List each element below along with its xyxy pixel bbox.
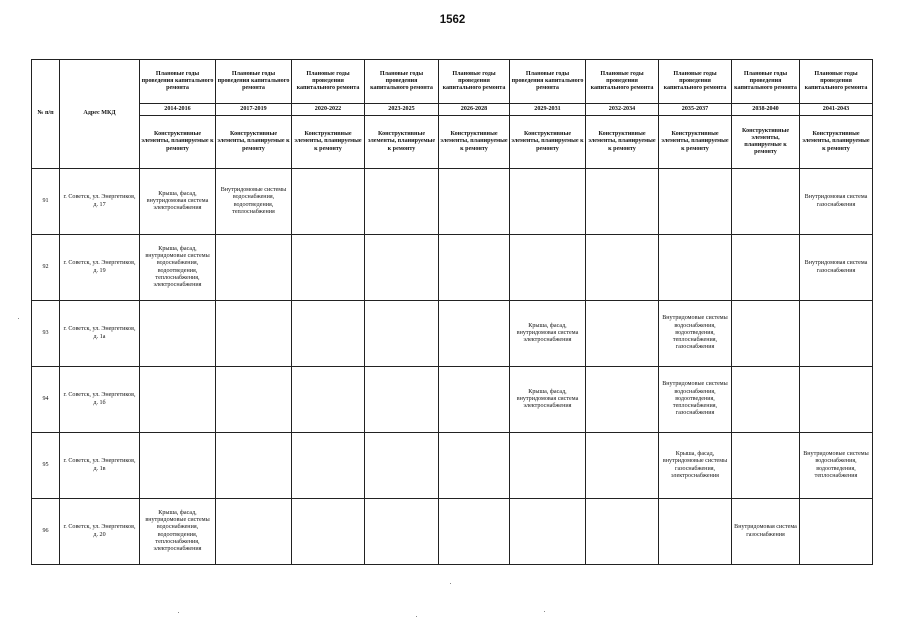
repair-cell bbox=[140, 367, 216, 433]
repair-cell bbox=[510, 235, 586, 301]
row-number: 95 bbox=[32, 433, 60, 499]
scan-speck bbox=[544, 611, 545, 612]
repair-cell bbox=[800, 499, 873, 565]
row-number: 94 bbox=[32, 367, 60, 433]
period-years: 2026-2028 bbox=[439, 104, 510, 116]
table-row bbox=[32, 367, 873, 433]
period-years: 2023-2025 bbox=[365, 104, 439, 116]
repair-cell bbox=[365, 301, 439, 367]
repair-cell bbox=[216, 301, 292, 367]
address-header: Адрес МКД bbox=[60, 60, 140, 169]
repair-cell: Внутридомовые системы водоснабжения, водоотведения, теплоснабжения bbox=[216, 169, 292, 235]
repair-cell: Внутридомовые системы водоснабжения, водоотведения, теплоснабжения, газоснабжения bbox=[659, 367, 732, 433]
period-elements: Конструктивные элементы, планируемые к ремонту bbox=[216, 116, 292, 169]
repair-cell bbox=[216, 235, 292, 301]
repair-cell: Внутридомовые системы водоснабжения, водоотведения, теплоснабжения bbox=[800, 433, 873, 499]
repair-cell bbox=[365, 367, 439, 433]
repair-cell bbox=[510, 169, 586, 235]
repair-cell bbox=[292, 169, 365, 235]
period-title: Плановые годы проведения капитального ремонта bbox=[510, 60, 586, 104]
repair-cell bbox=[586, 169, 659, 235]
repair-cell bbox=[292, 499, 365, 565]
period-title: Плановые годы проведения капитального ремонта bbox=[216, 60, 292, 104]
repair-cell bbox=[659, 169, 732, 235]
repair-cell: Внутридомовые системы водоснабжения, водоотведения, теплоснабжения, газоснабжения bbox=[659, 301, 732, 367]
row-address: г. Советск, ул. Энергетиков, д. 20 bbox=[60, 499, 140, 565]
row-address: г. Советск, ул. Энергетиков, д. 1а bbox=[60, 301, 140, 367]
page-number: 1562 bbox=[439, 14, 466, 26]
scan-speck bbox=[450, 583, 451, 584]
repair-cell bbox=[292, 367, 365, 433]
row-number: 91 bbox=[32, 169, 60, 235]
repair-cell bbox=[216, 499, 292, 565]
header-elements-row bbox=[32, 116, 873, 169]
period-years: 2017-2019 bbox=[216, 104, 292, 116]
repair-cell bbox=[439, 235, 510, 301]
table-row bbox=[32, 169, 873, 235]
table-row bbox=[32, 499, 873, 565]
period-title: Плановые годы проведения капитального ремонта bbox=[800, 60, 873, 104]
period-years: 2020-2022 bbox=[292, 104, 365, 116]
repair-cell bbox=[586, 499, 659, 565]
repair-cell bbox=[140, 301, 216, 367]
repair-cell bbox=[439, 301, 510, 367]
period-years: 2014-2016 bbox=[140, 104, 216, 116]
repair-cell: Крыша, фасад, внутридомовые системы водоснабжения, водоотведения, теплоснабжения, электроснабжения bbox=[140, 235, 216, 301]
period-years: 2029-2031 bbox=[510, 104, 586, 116]
repair-cell bbox=[586, 433, 659, 499]
repair-cell bbox=[140, 433, 216, 499]
period-elements: Конструктивные элементы, планируемые к ремонту bbox=[140, 116, 216, 169]
period-elements: Конструктивные элементы, планируемые к ремонту bbox=[439, 116, 510, 169]
repair-cell bbox=[216, 433, 292, 499]
header-years-row bbox=[32, 104, 873, 116]
repair-cell bbox=[365, 433, 439, 499]
repair-cell bbox=[216, 367, 292, 433]
repair-cell: Крыша, фасад, внутридомовая система электроснабжения bbox=[510, 367, 586, 433]
repair-cell: Внутридомовая система газоснабжения bbox=[732, 499, 800, 565]
repair-cell bbox=[365, 169, 439, 235]
period-elements: Конструктивные элементы, планируемые к ремонту bbox=[510, 116, 586, 169]
repair-cell bbox=[292, 301, 365, 367]
repair-cell bbox=[800, 301, 873, 367]
period-elements: Конструктивные элементы, планируемые к ремонту bbox=[732, 116, 800, 169]
scan-speck bbox=[178, 612, 179, 613]
repair-cell bbox=[732, 169, 800, 235]
repair-cell: Внутридомовая система газоснабжения bbox=[800, 235, 873, 301]
repair-cell bbox=[510, 433, 586, 499]
repair-cell bbox=[365, 235, 439, 301]
period-elements: Конструктивные элементы, планируемые к ремонту bbox=[365, 116, 439, 169]
period-elements: Конструктивные элементы, планируемые к ремонту bbox=[586, 116, 659, 169]
repair-cell bbox=[292, 433, 365, 499]
repair-cell bbox=[800, 367, 873, 433]
repair-cell bbox=[586, 301, 659, 367]
scan-speck bbox=[18, 318, 19, 319]
repair-cell bbox=[439, 433, 510, 499]
period-years: 2041-2043 bbox=[800, 104, 873, 116]
period-years: 2038-2040 bbox=[732, 104, 800, 116]
repair-cell: Крыша, фасад, внутридомовая система электроснабжения bbox=[140, 169, 216, 235]
period-title: Плановые годы проведения капитального ремонта bbox=[439, 60, 510, 104]
period-title: Плановые годы проведения капитального ремонта bbox=[659, 60, 732, 104]
table-row bbox=[32, 433, 873, 499]
repair-cell bbox=[732, 301, 800, 367]
repair-cell: Крыша, фасад, внутридомовые системы газоснабжения, электроснабжения bbox=[659, 433, 732, 499]
row-address: г. Советск, ул. Энергетиков, д. 17 bbox=[60, 169, 140, 235]
repair-cell bbox=[365, 499, 439, 565]
repair-cell bbox=[732, 367, 800, 433]
repair-cell bbox=[510, 499, 586, 565]
row-number: 96 bbox=[32, 499, 60, 565]
period-elements: Конструктивные элементы, планируемые к ремонту bbox=[800, 116, 873, 169]
period-years: 2032-2034 bbox=[586, 104, 659, 116]
table-row bbox=[32, 301, 873, 367]
table-row bbox=[32, 235, 873, 301]
row-address: г. Советск, ул. Энергетиков, д. 19 bbox=[60, 235, 140, 301]
repair-cell bbox=[586, 235, 659, 301]
row-number: 93 bbox=[32, 301, 60, 367]
repair-cell bbox=[732, 433, 800, 499]
period-elements: Конструктивные элементы, планируемые к ремонту bbox=[659, 116, 732, 169]
repair-cell bbox=[439, 367, 510, 433]
row-number: 92 bbox=[32, 235, 60, 301]
period-title: Плановые годы проведения капитального ремонта bbox=[732, 60, 800, 104]
repair-cell: Внутридомовая система газоснабжения bbox=[800, 169, 873, 235]
period-elements: Конструктивные элементы, планируемые к ремонту bbox=[292, 116, 365, 169]
repair-cell: Крыша, фасад, внутридомовая система электроснабжения bbox=[510, 301, 586, 367]
repair-cell: Крыша, фасад, внутридомовые системы водоснабжения, водоотведения, теплоснабжения, электроснабжения bbox=[140, 499, 216, 565]
row-address: г. Советск, ул. Энергетиков, д. 1б bbox=[60, 367, 140, 433]
header-title-row bbox=[32, 60, 873, 104]
repair-cell bbox=[439, 169, 510, 235]
period-title: Плановые годы проведения капитального ремонта bbox=[365, 60, 439, 104]
scan-speck bbox=[416, 616, 417, 617]
capital-repair-table bbox=[31, 59, 873, 565]
period-title: Плановые годы проведения капитального ремонта bbox=[586, 60, 659, 104]
repair-cell bbox=[732, 235, 800, 301]
repair-cell bbox=[659, 499, 732, 565]
period-years: 2035-2037 bbox=[659, 104, 732, 116]
repair-cell bbox=[586, 367, 659, 433]
repair-cell bbox=[292, 235, 365, 301]
period-title: Плановые годы проведения капитального ремонта bbox=[140, 60, 216, 104]
period-title: Плановые годы проведения капитального ремонта bbox=[292, 60, 365, 104]
repair-cell bbox=[659, 235, 732, 301]
num-header: № п/п bbox=[32, 60, 60, 169]
row-address: г. Советск, ул. Энергетиков, д. 1в bbox=[60, 433, 140, 499]
repair-cell bbox=[439, 499, 510, 565]
